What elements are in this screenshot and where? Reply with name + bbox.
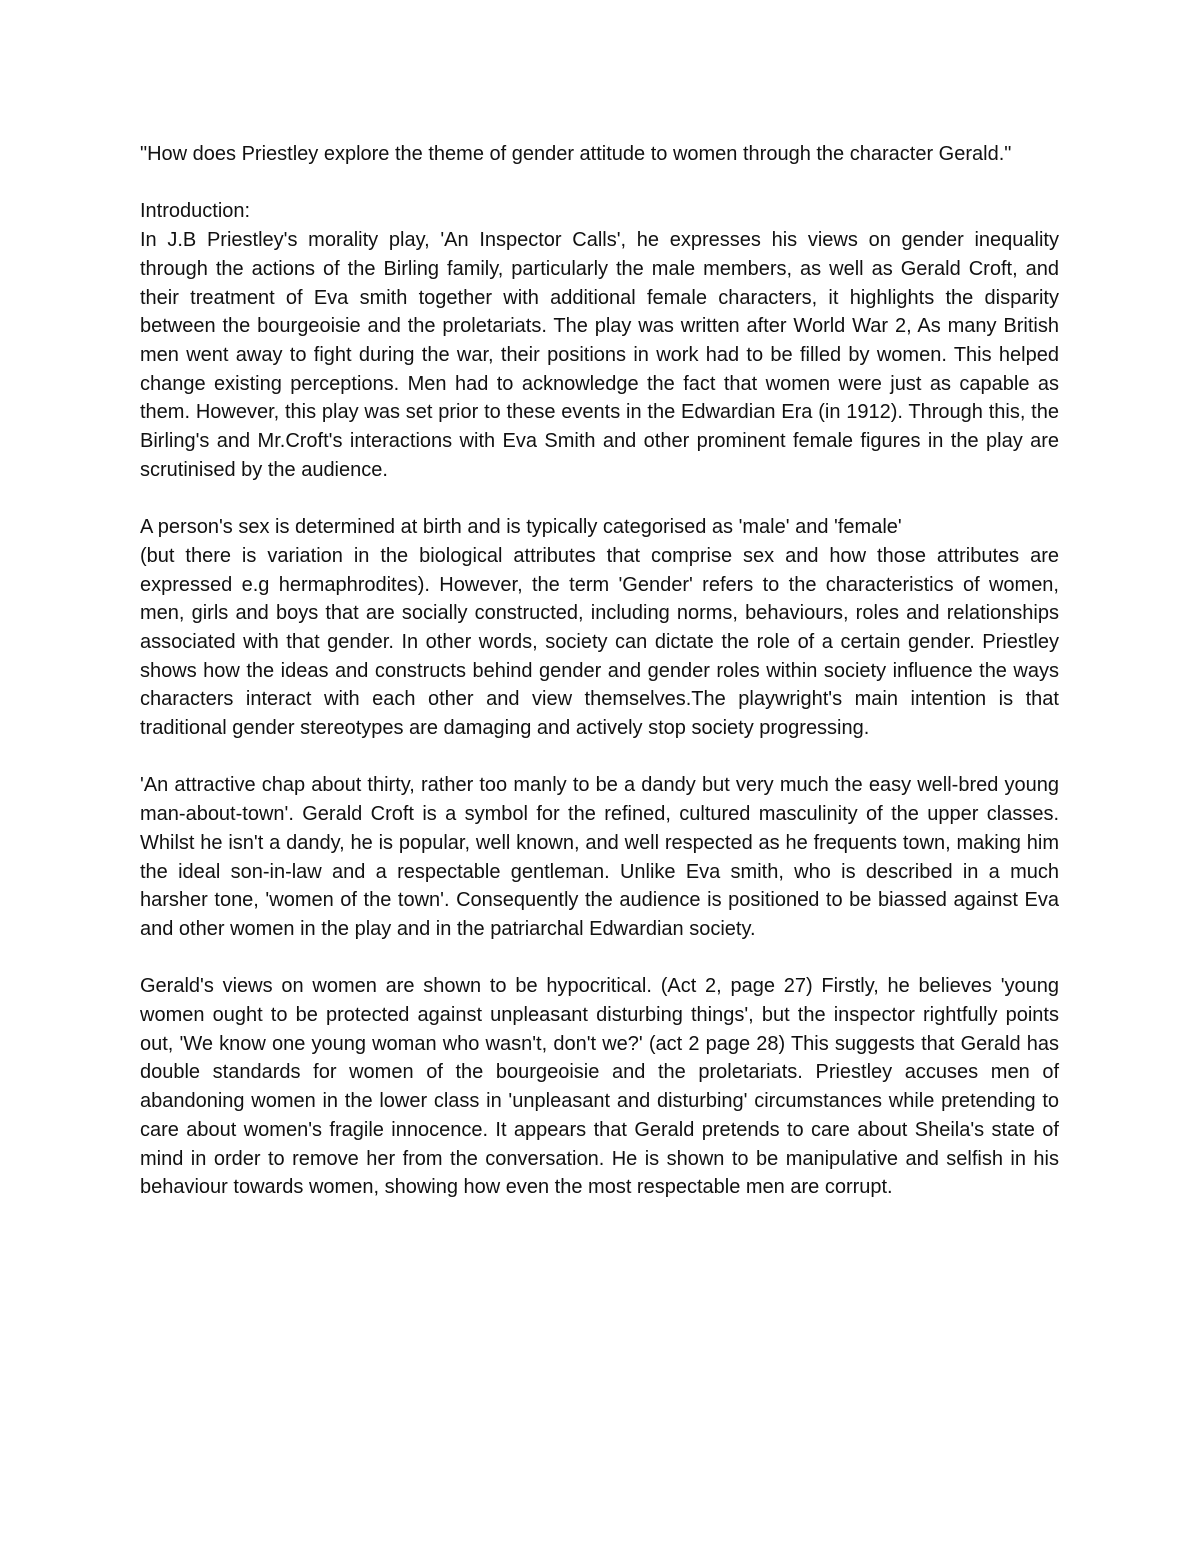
essay-question: "How does Priestley explore the theme of gender attitude to women through the character Gerald."	[140, 143, 1012, 165]
document-page	[140, 140, 1059, 1202]
paragraph-introduction: In J.B Priestley's morality play, 'An Inspector Calls', he expresses his views on gender inequality through the actions of the Birling family, particularly the male members, as well as Gerald Croft, and their treatment of Eva smith together with additional female characters, it highlights the disparity between the bourgeoisie and the proletariats. The play was written after World War 2, As many British men went away to fight during the war, their positions in work had to be filled by women. This helped change existing perceptions. Men had to acknowledge the fact that women were just as capable as them. However, this play was set prior to these events in the Edwardian Era (in 1912). Through this, the Birling's and Mr.Croft's interactions with Eva Smith and other prominent female figures in the play are scrutinised by the audience.	[140, 229, 1059, 481]
paragraph-gerald-hypocrisy: Gerald's views on women are shown to be hypocritical. (Act 2, page 27) Firstly, he believes 'young women ought to be protected against unpleasant disturbing things', but the inspector rightfully points out, 'We know one young woman who wasn't, don't we?' (act 2 page 28) This suggests that Gerald has double standards for women of the bourgeoisie and the proletariats. Priestley accuses men of abandoning women in the lower class in 'unpleasant and disturbing' circumstances while pretending to care about women's fragile innocence. It appears that Gerald pretends to care about Sheila's state of mind in order to remove her from the conversation. He is shown to be manipulative and selfish in his behaviour towards women, showing how even the most respectable men are corrupt.	[140, 975, 1059, 1199]
paragraph-gender-definition: (but there is variation in the biological attributes that comprise sex and how those attributes are expressed e.g hermaphrodites). However, the term 'Gender' refers to the characteristics of women, men, girls and boys that are socially constructed, including norms, behaviours, roles and relationships associated with that gender. In other words, society can dictate the role of a certain gender. Priestley shows how the ideas and constructs behind gender and gender roles within society influence the ways characters interact with each other and view themselves.The playwright's main intention is that traditional gender stereotypes are damaging and actively stop society progressing.	[140, 544, 1059, 740]
introduction-heading: Introduction:	[140, 200, 251, 223]
paragraph-gerald-description: 'An attractive chap about thirty, rather too manly to be a dandy but very much the easy well-bred young man-about-town'. Gerald Croft is a symbol for the refined, cultured masculinity of the upper classes. Whilst he isn't a dandy, he is popular, well known, and well respected as he frequents town, making him the ideal son-in-law and a respectable gentleman. Unlike Eva smith, who is described in a much harsher tone, 'women of the town'. Consequently the audience is positioned to be biassed against Eva and other women in the play and in the patriarchal Edwardian society.	[140, 774, 1059, 940]
paragraph-sex-definition: A person's sex is determined at birth and is typically categorised as 'male' and 'female'	[140, 516, 902, 539]
